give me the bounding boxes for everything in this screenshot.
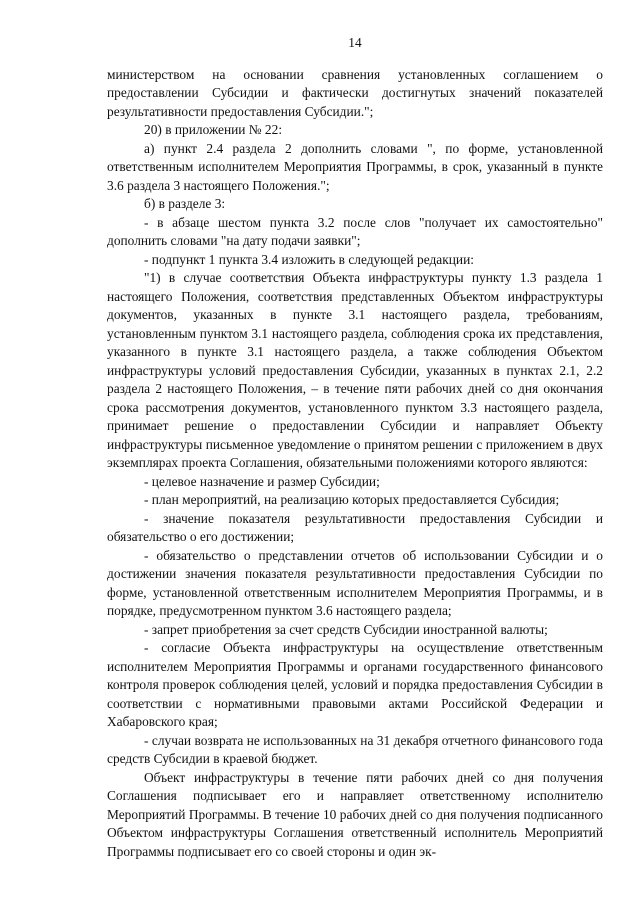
paragraph: - подпункт 1 пункта 3.4 изложить в следующей редакции:: [144, 251, 474, 267]
paragraph: - план мероприятий, на реализацию которых предоставляется Субсидия;: [144, 492, 560, 507]
paragraph: - запрет приобретения за счет средств Субсидии иностранной валюты;: [144, 621, 548, 637]
paragraph: "1) в случае соответствия Объекта инфраструктуры пункту 1.3 раздела 1 настоящего Положения, соответствия представленных Объектом инфраструктуры документов, указанных в пункте 3.1 настоящего раздела, требованиям, установленным пунктом 3.1 настоящего раздела, соблюдения срока их представления, указанного в пункте 3.1 настоящего раздела, а также соблюдения Объектом инфраструктуры условий предоставления Субсидии, указанных в пунктах 2.1, 2.2 раздела 2 настоящего Положения, – в течение пяти рабочих дней со дня окончания срока рассмотрения документов, установленного пунктом 3.3 настоящего раздела, принимает решение о предоставлении Субсидии и направляет Объекту инфраструктуры письменное уведомление о принятом решении с приложением в двух экземплярах проекта Соглашения, обязательными положениями которого являются:: [107, 270, 603, 470]
paragraph: б) в разделе 3:: [144, 196, 226, 211]
paragraph: - в абзаце шестом пункта 3.2 после слов "получает их самостоятельно" дополнить словами "на дату подачи заявки";: [107, 214, 603, 248]
paragraph: - целевое назначение и размер Субсидии;: [144, 473, 380, 489]
paragraph: - согласие Объекта инфраструктуры на осуществление ответственным исполнителем Мероприятия Программы и органами государственного финансового контроля проверок соблюдения целей, условий и порядка предоставления Субсидии в соответствии с нормативными правовыми актами Российской Федерации и Хабаровского края;: [107, 640, 603, 729]
page-number: 14: [348, 35, 362, 50]
paragraph: Объект инфраструктуры в течение пяти рабочих дней со дня получения Соглашения подписывает его и направляет ответственному исполнителю Мероприятий Программы. В течение 10 рабочих дней со дня получения подписанного Объектом инфраструктуры Соглашения ответственный исполнитель Мероприятий Программы подписывает его со своей стороны и один эк-: [107, 769, 603, 859]
paragraph: а) пункт 2.4 раздела 2 дополнить словами ", по форме, установленной ответственным исполнителем Мероприятия Программы, в срок, указанный в пункте 3.6 раздела 3 настоящего Положения.";: [107, 140, 603, 193]
paragraph: - случаи возврата не использованных на 31 декабря отчетного финансового года средств Субсидии в краевой бюджет.: [107, 732, 603, 766]
document-body: [107, 66, 603, 862]
paragraph: - значение показателя результативности предоставления Субсидии и обязательство о его достижении;: [107, 510, 603, 544]
paragraph: министерством на основании сравнения установленных соглашением о предоставлении Субсидии и фактически достигнутых значений показателей результативности предоставления Субсидии.";: [107, 66, 603, 119]
paragraph: 20) в приложении № 22:: [144, 122, 283, 137]
paragraph: - обязательство о представлении отчетов об использовании Субсидии и о достижении значения показателя результативности предоставления Субсидии по форме, установленной ответственным исполнителем Мероприятия Программы, и в порядке, предусмотренном пунктом 3.6 настоящего раздела;: [107, 547, 603, 618]
